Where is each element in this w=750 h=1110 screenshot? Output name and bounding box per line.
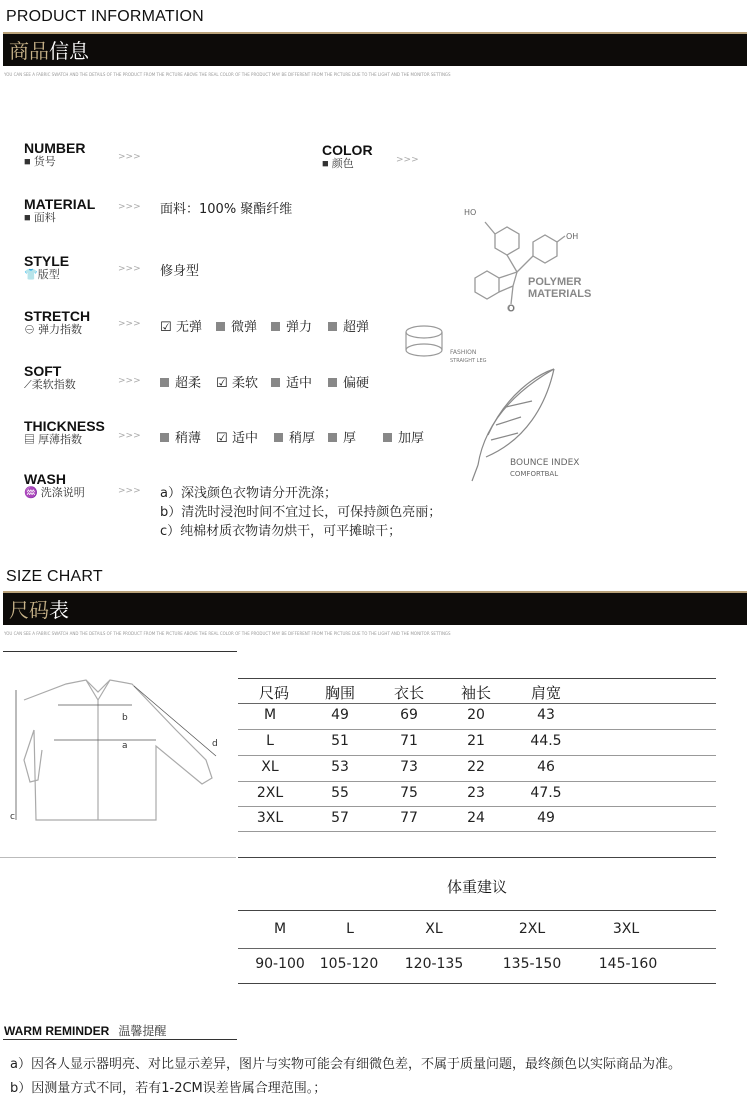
field-material-arrow: >>> <box>118 202 141 212</box>
layers-icon: ▤ <box>24 434 39 446</box>
product-info-title-cn-b: 信息 <box>49 39 89 63</box>
field-color-arrow: >>> <box>396 155 419 165</box>
square-icon: ■ <box>24 212 34 224</box>
size-table-row-line <box>238 806 716 807</box>
size-chart-title-cn <box>9 594 69 623</box>
field-material-en: MATERIAL <box>24 196 96 212</box>
table-cell: 73 <box>400 759 418 775</box>
reminder-divider <box>3 1039 237 1040</box>
square-icon <box>328 433 337 442</box>
field-color-cn: 颜色 <box>331 158 354 170</box>
soft-option-4 <box>328 372 369 391</box>
field-wash-label <box>24 472 85 500</box>
field-stretch-label <box>24 309 90 337</box>
field-soft-cn: 柔软指数 <box>31 379 76 391</box>
square-icon <box>160 433 169 442</box>
table-cell: 71 <box>400 733 418 749</box>
table-cell: 3XL <box>612 921 640 937</box>
table-cell: 22 <box>467 759 485 775</box>
table-cell: 23 <box>467 785 485 801</box>
product-info-fine-print: YOU CAN SEE A FABRIC SWATCH AND THE DETAILS OF THE PRODUCT FROM THE PICTURE ABOVE THE REAL COLOR OF THE PRODUCT MAY BE DIFFERENT FROM THE PICTURE DUE TO THE LIGHT AND THE MONITOR SETTINGS <box>4 72 451 77</box>
thickness-option-1 <box>160 427 201 446</box>
thickness-option-2 <box>216 427 258 446</box>
thickness-option-3 <box>274 427 315 446</box>
soft-option-1 <box>160 372 201 391</box>
stretch-icon: ⊖ <box>24 324 39 336</box>
diagram-bottom-line <box>0 857 236 858</box>
field-style-en: STYLE <box>24 253 70 269</box>
checkmark-icon: ☑ <box>216 431 228 446</box>
table-cell: 21 <box>467 733 485 749</box>
weight-table-mid-line <box>238 948 716 949</box>
field-material-cn-wrap <box>24 212 95 225</box>
field-style-value: 修身型 <box>160 264 200 279</box>
thickness-option-2-label: 适中 <box>232 431 259 446</box>
size-table-bottom-line <box>238 857 716 858</box>
stretch-option-3 <box>271 316 312 335</box>
thickness-option-1-label: 稍薄 <box>175 431 202 446</box>
size-table-row-line <box>238 831 716 832</box>
polymer-oh-label: OH <box>566 232 579 241</box>
table-cell: 120-135 <box>404 956 464 972</box>
square-icon <box>160 378 169 387</box>
stretch-option-2-label: 微弹 <box>231 320 258 335</box>
thickness-option-3-label: 稍厚 <box>289 431 316 446</box>
weight-table-title: 体重建议 <box>446 878 507 896</box>
fashion-band-icon <box>402 320 448 364</box>
table-cell: L <box>346 921 354 937</box>
fashion-caption-2: STRAIGHT LEG <box>450 358 487 364</box>
table-cell: 75 <box>400 785 418 801</box>
table-cell: 20 <box>467 707 485 723</box>
table-cell: XL <box>261 759 279 775</box>
table-cell: 90-100 <box>255 956 305 972</box>
diagram-label-d: d <box>212 739 218 749</box>
square-icon <box>271 322 280 331</box>
soft-option-3-label: 适中 <box>286 376 313 391</box>
table-cell: L <box>266 733 274 749</box>
wash-line-b: b）清洗时浸泡时间不宜过长，可保持颜色亮丽； <box>160 505 442 520</box>
fashion-caption-1: FASHION <box>450 349 477 356</box>
field-stretch-en: STRETCH <box>24 308 91 324</box>
shirt-icon: 👕 <box>24 269 38 281</box>
field-stretch-arrow: >>> <box>118 319 141 329</box>
field-material-label <box>24 197 95 225</box>
size-table-header-length: 衣长 <box>393 684 424 702</box>
field-thickness-label <box>24 419 105 447</box>
thickness-option-4 <box>328 427 356 446</box>
stretch-option-3-label: 弹力 <box>286 320 313 335</box>
square-icon <box>328 378 337 387</box>
field-style-cn: 版型 <box>37 269 60 281</box>
thickness-option-5-label: 加厚 <box>398 431 425 446</box>
table-cell: 2XL <box>518 921 546 937</box>
reminder-line-a: a）因各人显示器明亮、对比显示差异，图片与实物可能会有细微色差，不属于质量问题，最终颜色以实际商品为准。 <box>10 1057 681 1072</box>
field-soft-cn-wrap <box>24 379 76 392</box>
table-cell: 49 <box>331 707 349 723</box>
size-divider <box>3 651 237 652</box>
field-thickness-en: THICKNESS <box>24 418 105 434</box>
bounce-caption-2: COMFORTBAL <box>510 470 559 478</box>
table-cell: 43 <box>537 707 555 723</box>
product-info-title-cn <box>9 35 89 64</box>
soft-option-3 <box>271 372 312 391</box>
diagram-label-c: c <box>10 812 15 822</box>
shirt-diagram-icon <box>6 670 234 835</box>
field-number-cn-wrap <box>24 156 85 169</box>
square-icon <box>274 433 283 442</box>
soft-option-2-label: 柔软 <box>232 376 259 391</box>
polymer-title-2: MATERIALS <box>528 288 592 300</box>
square-icon: ■ <box>322 158 332 170</box>
bounce-caption <box>510 458 579 480</box>
polymer-molecule-icon <box>455 202 625 322</box>
field-stretch-cn: 弹力指数 <box>38 324 83 336</box>
checkmark-icon: ☑ <box>216 376 228 391</box>
stretch-option-4-label: 超弹 <box>343 320 370 335</box>
fashion-caption <box>450 349 487 365</box>
field-color-label <box>322 143 373 171</box>
product-info-header-bar <box>3 32 747 66</box>
size-table-header-shoulder: 肩宽 <box>530 684 561 702</box>
square-icon <box>216 322 225 331</box>
feather-icon: ⟋ <box>24 379 32 391</box>
field-number-arrow: >>> <box>118 152 141 162</box>
polymer-title <box>528 276 591 300</box>
table-cell: 77 <box>400 810 418 826</box>
table-cell: 44.5 <box>530 733 562 749</box>
thickness-option-5 <box>383 427 424 446</box>
soft-option-1-label: 超柔 <box>175 376 202 391</box>
reminder-title <box>4 1020 166 1039</box>
table-cell: 57 <box>331 810 349 826</box>
field-wash-cn: 洗涤说明 <box>40 487 85 499</box>
table-cell: 47.5 <box>530 785 562 801</box>
size-table-header-sleeve: 袖长 <box>460 684 491 702</box>
square-icon: ■ <box>24 156 34 168</box>
table-cell: XL <box>425 921 443 937</box>
stretch-option-4 <box>328 316 369 335</box>
table-cell: M <box>273 921 287 937</box>
table-cell: 46 <box>537 759 555 775</box>
stretch-option-1-label: 无弹 <box>176 320 203 335</box>
square-icon <box>271 378 280 387</box>
field-soft-arrow: >>> <box>118 376 141 386</box>
field-stretch-cn-wrap <box>24 324 90 337</box>
square-icon <box>383 433 392 442</box>
field-wash-arrow: >>> <box>118 486 141 496</box>
field-thickness-cn-wrap <box>24 434 105 447</box>
field-number-cn: 货号 <box>33 156 56 168</box>
table-cell: 24 <box>467 810 485 826</box>
bounce-caption-1: BOUNCE INDEX <box>510 458 580 468</box>
table-cell: 55 <box>331 785 349 801</box>
field-thickness-cn: 厚薄指数 <box>38 434 83 446</box>
field-style-cn-wrap <box>24 269 69 282</box>
stretch-option-1 <box>160 316 202 335</box>
field-soft-en: SOFT <box>24 363 62 379</box>
square-icon <box>328 322 337 331</box>
size-table-row-line <box>238 781 716 782</box>
polymer-title-1: POLYMER <box>528 276 582 288</box>
size-table-row-line <box>238 729 716 730</box>
soft-option-4-label: 偏硬 <box>343 376 370 391</box>
table-cell: 145-160 <box>598 956 658 972</box>
size-table-header-chest: 胸围 <box>324 684 355 702</box>
weight-table-bottom-line <box>238 983 716 984</box>
size-chart-header-bar <box>3 591 747 625</box>
size-table-top-line <box>238 678 716 679</box>
weight-table-top-line <box>238 910 716 911</box>
diagram-label-b: b <box>122 713 128 723</box>
table-cell: 135-150 <box>502 956 562 972</box>
table-cell: 105-120 <box>319 956 379 972</box>
field-number-en: NUMBER <box>24 140 86 156</box>
table-cell: 49 <box>537 810 555 826</box>
size-chart-title-cn-a: 尺码 <box>9 598 49 622</box>
wash-line-c: c）纯棉材质衣物请勿烘干，可平摊晾干； <box>160 524 402 539</box>
thickness-option-4-label: 厚 <box>343 431 357 446</box>
table-cell: 69 <box>400 707 418 723</box>
field-style-arrow: >>> <box>118 264 141 274</box>
field-color-en: COLOR <box>322 142 373 158</box>
field-color-cn-wrap <box>322 158 373 171</box>
polymer-o-label: O <box>508 304 515 313</box>
table-cell: 51 <box>331 733 349 749</box>
field-wash-en: WASH <box>24 471 66 487</box>
field-soft-label <box>24 364 76 392</box>
soft-option-2 <box>216 372 258 391</box>
field-thickness-arrow: >>> <box>118 431 141 441</box>
product-info-title-cn-a: 商品 <box>9 39 49 63</box>
reminder-line-b: b）因测量方式不同，若有1-2CM误差皆属合理范围。； <box>10 1081 327 1096</box>
polymer-ho-label: HO <box>464 208 477 217</box>
size-table-row-line <box>238 755 716 756</box>
table-cell: 53 <box>331 759 349 775</box>
stretch-option-2 <box>216 316 257 335</box>
field-style-label <box>24 254 69 282</box>
size-table-header-size: 尺码 <box>258 684 289 702</box>
size-chart-title-cn-b: 表 <box>49 598 69 622</box>
table-cell: 3XL <box>256 810 284 826</box>
field-material-cn: 面料 <box>33 212 56 224</box>
checkmark-icon: ☑ <box>160 320 172 335</box>
product-info-title-en: PRODUCT INFORMATION <box>6 8 204 25</box>
reminder-title-en: WARM REMINDER <box>4 1024 110 1038</box>
size-table-header-line <box>238 703 716 704</box>
field-material-value: 面料：100% 聚酯纤维 <box>160 202 293 217</box>
diagram-label-a: a <box>122 741 128 751</box>
field-wash-cn-wrap <box>24 487 85 500</box>
field-number-label <box>24 141 85 169</box>
reminder-title-cn: 温馨提醒 <box>118 1024 167 1038</box>
table-cell: M <box>263 707 277 723</box>
size-chart-fine-print: YOU CAN SEE A FABRIC SWATCH AND THE DETAILS OF THE PRODUCT FROM THE PICTURE ABOVE THE REAL COLOR OF THE PRODUCT MAY BE DIFFERENT FROM THE PICTURE DUE TO THE LIGHT AND THE MONITOR SETTINGS <box>4 631 451 636</box>
size-chart-title-en: SIZE CHART <box>6 568 103 585</box>
wash-line-a: a）深浅颜色衣物请分开洗涤； <box>160 486 337 501</box>
wash-basin-icon: ♒ <box>24 487 41 499</box>
table-cell: 2XL <box>256 785 284 801</box>
